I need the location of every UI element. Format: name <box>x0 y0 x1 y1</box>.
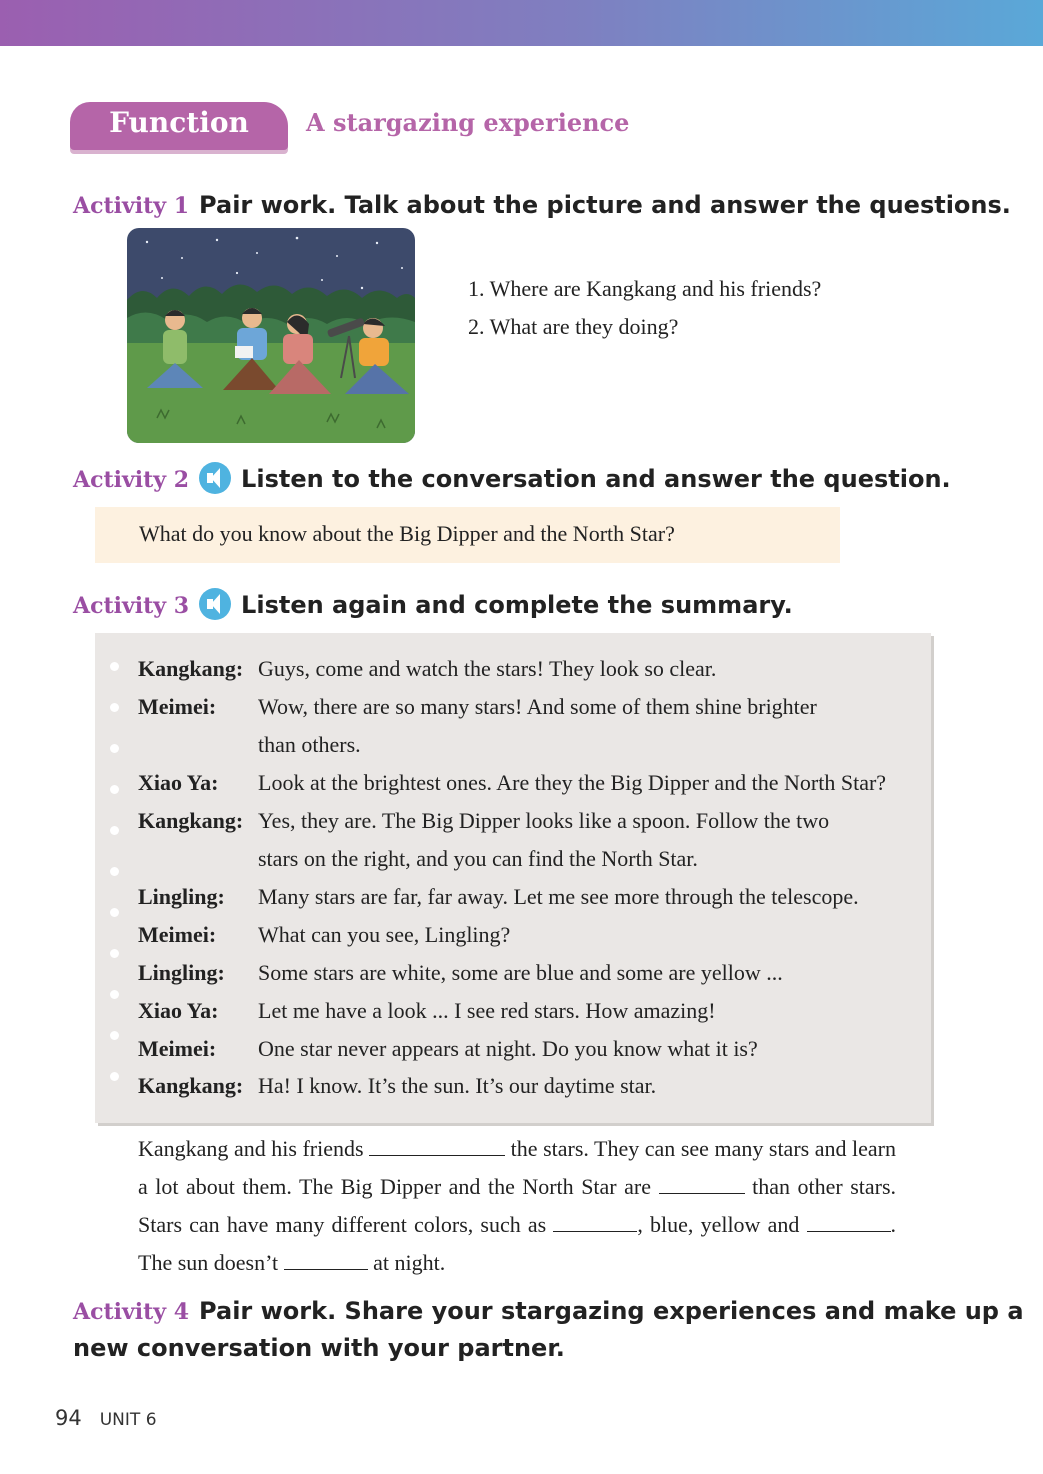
speaker-name: Kangkang: <box>138 808 244 833</box>
dialogue-line <box>138 884 859 910</box>
dialogue-text: stars on the right, and you can find the North Star. <box>258 846 698 871</box>
stargazing-illustration <box>127 228 415 443</box>
dialogue-line <box>138 808 829 834</box>
speaker-name: Meimei: <box>138 694 217 719</box>
page-number: 94 <box>55 1406 82 1430</box>
unit-label: UNIT 6 <box>99 1410 157 1430</box>
activity-1-label: Activity 1 <box>73 193 190 219</box>
blank-2[interactable] <box>659 1173 745 1194</box>
question-box <box>95 507 840 563</box>
activity-3-label: Activity 3 <box>73 593 190 619</box>
dialogue-text: Wow, there are so many stars! And some of them shine brighter <box>258 694 817 719</box>
section-title: A stargazing experience <box>306 108 630 137</box>
dialogue-line <box>138 770 886 796</box>
dialogue-text: Yes, they are. The Big Dipper looks like a spoon. Follow the two <box>258 808 830 833</box>
page-footer <box>55 1406 157 1430</box>
speaker-name: Meimei: <box>138 922 217 947</box>
dialogue-line <box>138 922 510 948</box>
summary-text: than other stars. Stars can have many different colors, such as <box>138 1174 897 1237</box>
dialogue-line <box>138 656 716 682</box>
summary-paragraph <box>138 1130 896 1282</box>
dialogue-line <box>138 1036 758 1062</box>
speaker-icon[interactable] <box>199 462 231 494</box>
blank-3[interactable] <box>553 1211 637 1232</box>
dialogue-text: than others. <box>258 732 361 757</box>
dialogue-text: What can you see, Lingling? <box>258 922 511 947</box>
speaker-name: Xiao Ya: <box>138 998 219 1023</box>
speaker-name: Lingling: <box>138 884 225 909</box>
summary-text: the stars. They can see many stars and learn a lot about them. The Big Dipper and the North Star are <box>138 1136 897 1199</box>
summary-text: . The sun doesn’t <box>138 1212 897 1275</box>
summary-text: Kangkang and his friends <box>138 1136 364 1161</box>
activity-3-instruction: Listen again and complete the summary. <box>241 591 793 619</box>
activity-1-instruction: Pair work. Talk about the picture and answer the questions. <box>199 191 1011 219</box>
speaker-name: Xiao Ya: <box>138 770 219 795</box>
blank-1[interactable] <box>369 1135 505 1156</box>
dialogue-line <box>138 694 817 720</box>
activity-4-instruction: Pair work. Share your stargazing experiences and make up a <box>199 1297 1024 1325</box>
decorative-dots <box>110 662 119 1113</box>
question-2: 2. What are they doing? <box>468 314 679 339</box>
speaker-name: Kangkang: <box>138 1073 244 1098</box>
activity-1-questions <box>468 270 821 346</box>
dialogue-text: Many stars are far, far away. Let me see more through the telescope. <box>258 884 859 909</box>
dialogue-text: One star never appears at night. Do you know what it is? <box>258 1036 758 1061</box>
dialogue-text: Ha! I know. It’s the sun. It’s our daytime star. <box>258 1073 657 1098</box>
function-tab-label: Function <box>109 106 249 139</box>
dialogue-text: Let me have a look ... I see red stars. How amazing! <box>258 998 716 1023</box>
dialogue-text: Guys, come and watch the stars! They look so clear. <box>258 656 717 681</box>
activity-2-instruction: Listen to the conversation and answer the question. <box>241 465 951 493</box>
question-1: 1. Where are Kangkang and his friends? <box>468 276 822 301</box>
speaker-name: Meimei: <box>138 1036 217 1061</box>
dialogue-text: Look at the brightest ones. Are they the Big Dipper and the North Star? <box>258 770 887 795</box>
function-tab <box>70 102 288 150</box>
speaker-name: Lingling: <box>138 960 225 985</box>
speaker-name: Kangkang: <box>138 656 244 681</box>
summary-text: at night. <box>373 1250 446 1275</box>
dialogue-line <box>138 960 783 986</box>
top-banner <box>0 0 1043 46</box>
activity-2-question: What do you know about the Big Dipper and the North Star? <box>139 521 675 546</box>
activity-4-instruction-cont: new conversation with your partner. <box>73 1334 565 1362</box>
dialogue-line <box>138 998 716 1024</box>
activity-3-heading <box>73 587 793 624</box>
activity-2-label: Activity 2 <box>73 467 190 493</box>
blank-4[interactable] <box>807 1211 891 1232</box>
activity-2-heading <box>73 461 951 498</box>
activity-1-heading <box>73 187 1011 224</box>
dialogue-line <box>138 732 361 758</box>
summary-text: , blue, yellow and <box>637 1212 800 1237</box>
dialogue-line <box>138 846 698 872</box>
speaker-icon[interactable] <box>199 588 231 620</box>
activity-4-label: Activity 4 <box>73 1299 190 1325</box>
dialogue-line <box>138 1073 656 1099</box>
activity-4-heading <box>73 1293 1024 1366</box>
dialogue-text: Some stars are white, some are blue and some are yellow ... <box>258 960 783 985</box>
blank-5[interactable] <box>284 1249 368 1270</box>
